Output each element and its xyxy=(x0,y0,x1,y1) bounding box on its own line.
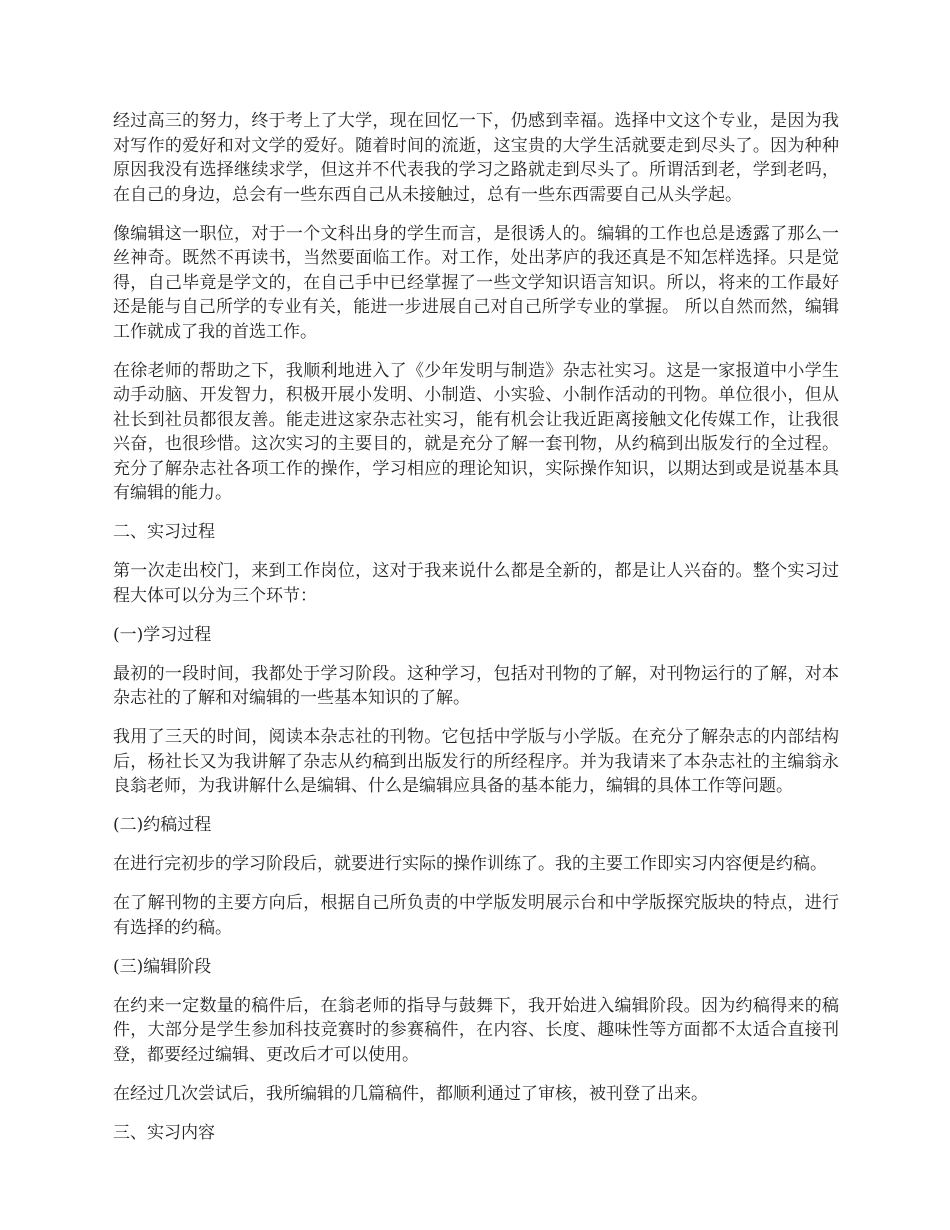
paragraph-editing-result: 在经过几次尝试后，我所编辑的几篇稿件，都顺利通过了审核，被刊登了出来。 xyxy=(113,1083,708,1104)
section-heading-content: 三、实习内容 xyxy=(113,1122,215,1143)
paragraph-learning-stage: 最初的一段时间，我都处于学习阶段。这种学习，包括对刊物的了解，对刊物运行的了解，对本杂志社的了解和对编辑的一些基本知识的了解。 xyxy=(113,663,839,708)
subheading-learning: (一)学习过程 xyxy=(113,624,212,645)
paragraph-process-overview: 第一次走出校门，来到工作岗位，这对于我来说什么都是全新的，都是让人兴奋的。整个实习过程大体可以分为三个环节： xyxy=(113,561,839,606)
paragraph-soliciting-detail: 在了解刊物的主要方向后，根据自己所负责的中学版发明展示台和中学版探究版块的特点，进行有选择的约稿。 xyxy=(113,893,839,938)
paragraph-reading-magazine: 我用了三天的时间，阅读本杂志社的刊物。它包括中学版与小学版。在充分了解杂志的内部结构后，杨社长又为我讲解了杂志从约稿到出版发行的所经程序。并为我请来了本杂志社的主编翁永良翁老师，为我讲解什么是编辑、什么是编辑应具备的基本能力，编辑的具体工作等问题。 xyxy=(113,727,839,796)
subheading-editing: (三)编辑阶段 xyxy=(113,956,212,977)
paragraph-soliciting-intro: 在进行完初步的学习阶段后，就要进行实际的操作训练了。我的主要工作即实习内容便是约稿。 xyxy=(113,854,827,874)
paragraph-editor-choice: 像编辑这一职位，对于一个文科出身的学生而言，是很诱人的。编辑的工作也总是透露了那么一丝神奇。既然不再读书，当然要面临工作。对工作，处出茅庐的我还真是不知怎样选择。只是觉得，自己毕竟是学文的，在自己手中已经掌握了一些文学知识语言知识。所以，将来的工作最好还是能与自己所学的专业有关，能进一步进展自己对自己所学专业的掌握。 所以自然而然，编辑工作就成了我的首选工作。 xyxy=(113,223,839,342)
paragraph-intro: 经过高三的努力，终于考上了大学，现在回忆一下，仍感到幸福。选择中文这个专业，是因为我对写作的爱好和对文学的爱好。随着时间的流逝，这宝贵的大学生活就要走到尽头了。因为种种原因我没有选择继续求学，但这并不代表我的学习之路就走到尽头了。所谓活到老，学到老吗，在自己的身边，总会有一些东西自己从未接触过，总有一些东西需要自己从头学起。 xyxy=(113,111,839,205)
document-page xyxy=(113,109,839,1160)
section-heading-process: 二、实习过程 xyxy=(113,522,215,542)
paragraph-internship-start: 在徐老师的帮助之下，我顺利地进入了《少年发明与制造》杂志社实习。这是一家报道中小学生动手动脑、开发智力，积极开展小发明、小制造、小实验、小制作活动的刊物。单位很小，但从社长到社员都很友善。能走进这家杂志社实习，能有机会让我近距离接触文化传媒工作，让我很兴奋，也很珍惜。这次实习的主要目的，就是充分了解一套刊物，从约稿到出版发行的全过程。充分了解杂志社各项工作的操作，学习相应的理论知识，实际操作知识，以期达到或是说基本具有编辑的能力。 xyxy=(113,360,839,503)
paragraph-editing-stage: 在约来一定数量的稿件后，在翁老师的指导与鼓舞下，我开始进入编辑阶段。因为约稿得来的稿件，大部分是学生参加科技竞赛时的参赛稿件，在内容、长度、趣味性等方面都不太适合直接刊登，都要经过编辑、更改后才可以使用。 xyxy=(113,995,839,1065)
subheading-soliciting: (二)约稿过程 xyxy=(113,815,212,835)
